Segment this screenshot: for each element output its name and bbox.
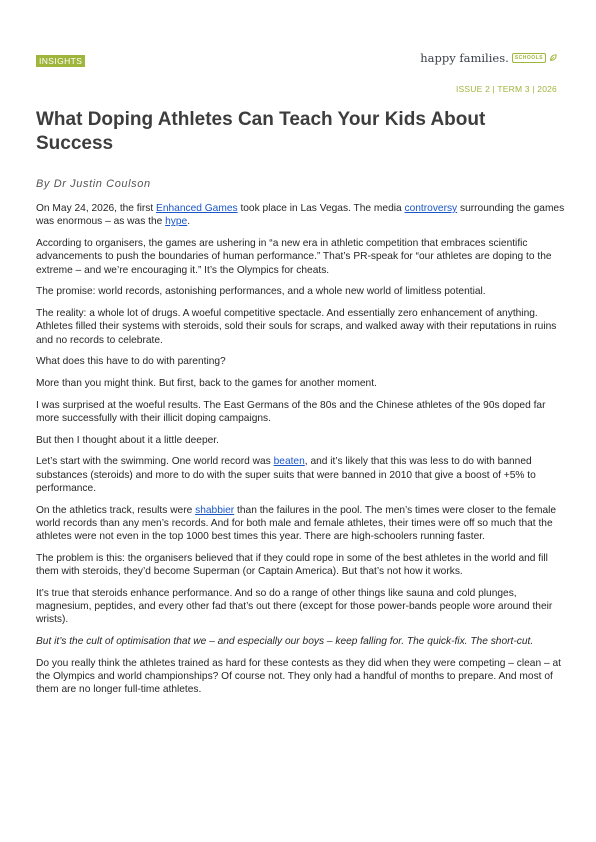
article-author: By Dr Justin Coulson <box>36 178 151 190</box>
link-hype[interactable]: hype <box>165 216 188 228</box>
paragraph: On the athletics track, results were shabbier than the failures in the pool. The men’s times were closer to the female world records than any men’s records. And for both male and female athletes, their times were off so much that the athletes were not even in the top 1000 best times this year. There are high-schoolers running faster. <box>36 504 557 543</box>
paragraph: On May 24, 2026, the first Enhanced Games took place in Las Vegas. The media controversy surrounding the games was enormous – as was the hype. <box>36 203 565 228</box>
link-beaten[interactable]: beaten <box>273 456 305 468</box>
paragraph: The promise: world records, astonishing performances, and a whole new world of limitless potential. <box>36 286 486 298</box>
paragraph: What does this have to do with parenting? <box>36 356 226 368</box>
brand-name: happy families. <box>420 51 509 65</box>
link-controversy[interactable]: controversy <box>404 203 458 214</box>
issue-line: ISSUE 2 | TERM 3 | 2026 <box>456 84 557 94</box>
brand-logo <box>420 51 557 65</box>
brand-schools-badge: SCHOOLS <box>512 53 546 63</box>
paragraph: Let’s start with the swimming. One world record was beaten, and it’s likely that this was less to do with banned substances (steroids) and more to do with the super suits that were banned in 2010 that give a boost of +5% to performance. <box>36 456 536 494</box>
link-shabbier[interactable]: shabbier <box>195 504 235 516</box>
insights-badge: INSIGHTS <box>36 55 85 67</box>
link-enhanced-games[interactable]: Enhanced Games <box>156 203 238 214</box>
leaf-icon <box>549 54 557 62</box>
paragraph: According to organisers, the games are ushering in “a new era in athletic competition that embraces scientific advancements to push the boundaries of human performance.” That’s PR-speak for “our athletes are doping to the extreme – and we’re encouraging it.” It’s the Olympics for cheats. <box>36 237 552 276</box>
article-title: What Doping Athletes Can Teach Your Kids About Success <box>36 109 486 154</box>
article-body <box>36 202 566 705</box>
paragraph: It’s true that steroids enhance performance. And so do a range of other things like sauna and cold plunges, magnesium, peptides, and every other fad that’s out there (except for those power-bands people wore around their wrists). <box>36 587 553 626</box>
paragraph-italic: But it’s the cult of optimisation that we – and especially our boys – keep falling for. The quick-fix. The short-cut. <box>36 636 534 648</box>
paragraph: More than you might think. But first, back to the games for another moment. <box>36 377 377 389</box>
paragraph: The reality: a whole lot of drugs. A woeful competitive spectacle. And essentially zero enhancement of anything. Athletes filled their systems with steroids, sold their souls for scraps, and walked away with their reputations in ruins and no records to celebrate. <box>36 307 557 346</box>
paragraph: I was surprised at the woeful results. The East Germans of the 80s and the Chinese athletes of the 90s doped far more successfully with their illicit doping campaigns. <box>36 399 546 424</box>
paragraph: The problem is this: the organisers believed that if they could rope in some of the best athletes in the world and fill them with steroids, they’d become Superman (or Captain America). But that’s not how it works. <box>36 552 548 578</box>
paragraph: But then I thought about it a little deeper. <box>36 434 219 446</box>
paragraph: Do you really think the athletes trained as hard for these contests as they did when they were competing – clean – at the Olympics and world championships? Of course not. They only had a handful of months to prepare. And most of them are no longer full-time athletes. <box>36 657 561 696</box>
